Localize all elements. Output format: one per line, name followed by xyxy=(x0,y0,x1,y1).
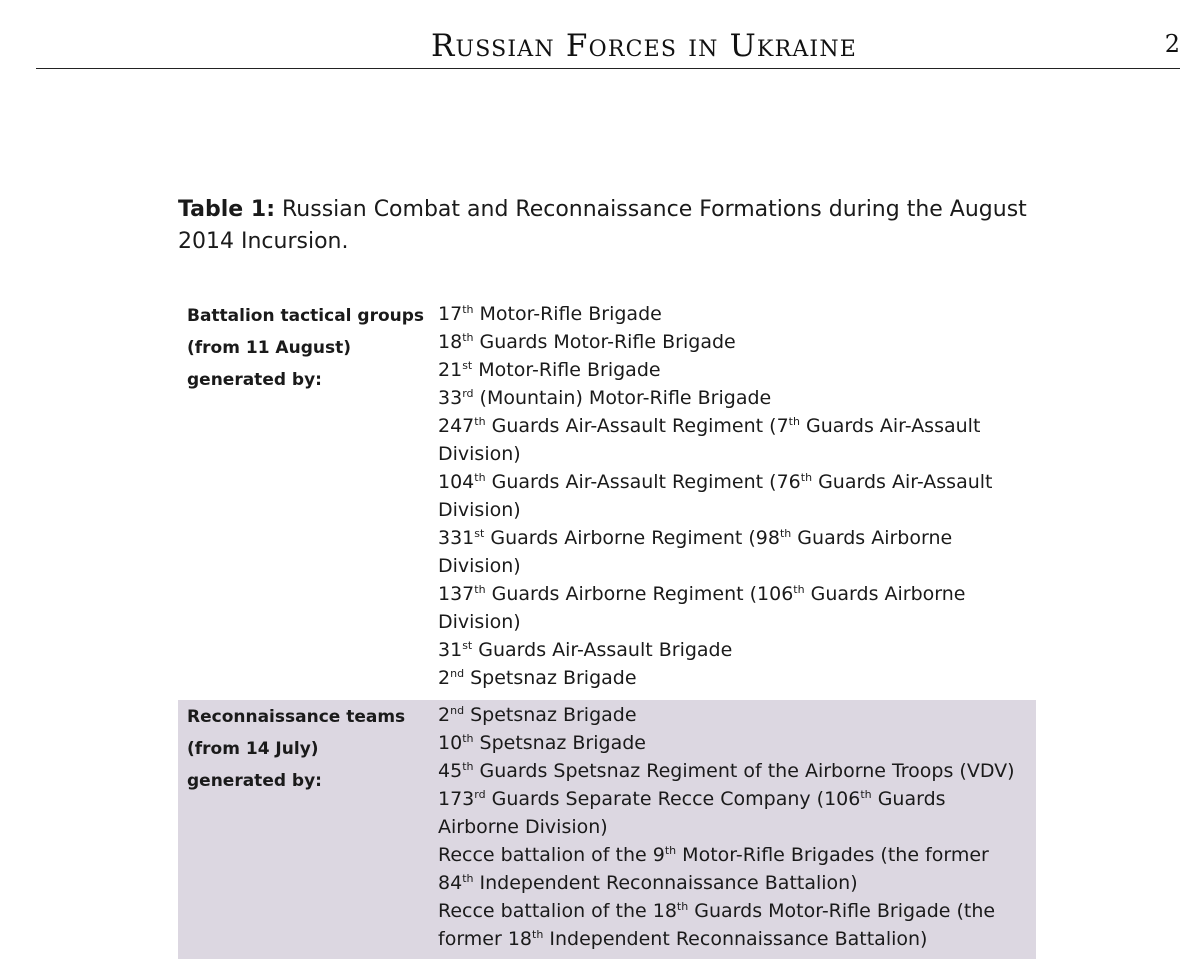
page-header xyxy=(36,22,1180,69)
row-label xyxy=(178,701,438,953)
list-item: 104th Guards Air-Assault Regiment (76th Guards Air-Assault Division) xyxy=(438,471,993,521)
table-row-battalion-groups xyxy=(178,300,1036,692)
list-item: 2nd Spetsnaz Brigade xyxy=(438,704,637,726)
row-label xyxy=(178,300,438,692)
list-item: 137th Guards Airborne Regiment (106th Guards Airborne Division) xyxy=(438,583,966,633)
page-number: 2 xyxy=(1164,30,1180,58)
table-caption xyxy=(178,194,1058,258)
formations-table xyxy=(178,300,1036,959)
list-item: Recce battalion of the 18th Guards Motor-Rifle Brigade (the former 18th Independent Reconnaissance Battalion) xyxy=(438,900,996,950)
running-title: Russian Forces in Ukraine xyxy=(430,28,858,64)
list-item: 45th Guards Spetsnaz Regiment of the Airborne Troops (VDV) xyxy=(438,760,1015,782)
row-label-line: Battalion tactical groups xyxy=(187,306,425,326)
row-label-line: Reconnaissance teams xyxy=(187,707,406,727)
table-row-recon-teams xyxy=(178,700,1036,959)
row-items xyxy=(438,701,1036,953)
list-item: 18th Guards Motor-Rifle Brigade xyxy=(438,331,736,353)
row-label-line: generated by: xyxy=(187,771,322,791)
list-item: 17th Motor-Rifle Brigade xyxy=(438,303,662,325)
list-item: 31st Guards Air-Assault Brigade xyxy=(438,639,733,661)
row-label-line: (from 14 July) xyxy=(187,739,319,759)
list-item: 331st Guards Airborne Regiment (98th Guards Airborne Division) xyxy=(438,527,953,577)
row-label-line: generated by: xyxy=(187,370,322,390)
list-item: 10th Spetsnaz Brigade xyxy=(438,732,646,754)
list-item: 21st Motor-Rifle Brigade xyxy=(438,359,661,381)
list-item: 247th Guards Air-Assault Regiment (7th Guards Air-Assault Division) xyxy=(438,415,981,465)
list-item: 173rd Guards Separate Recce Company (106th Guards Airborne Division) xyxy=(438,788,946,838)
row-label-line: (from 11 August) xyxy=(187,338,351,358)
row-items xyxy=(438,300,1036,692)
list-item: 2nd Spetsnaz Brigade xyxy=(438,667,637,689)
list-item: Recce battalion of the 9th Motor-Rifle Brigades (the former 84th Independent Reconnaissance Battalion) xyxy=(438,844,989,894)
caption-label: Table 1: xyxy=(178,197,275,222)
caption-text: Russian Combat and Reconnaissance Formations during the August 2014 Incursion. xyxy=(178,197,1027,254)
list-item: 33rd (Mountain) Motor-Rifle Brigade xyxy=(438,387,772,409)
